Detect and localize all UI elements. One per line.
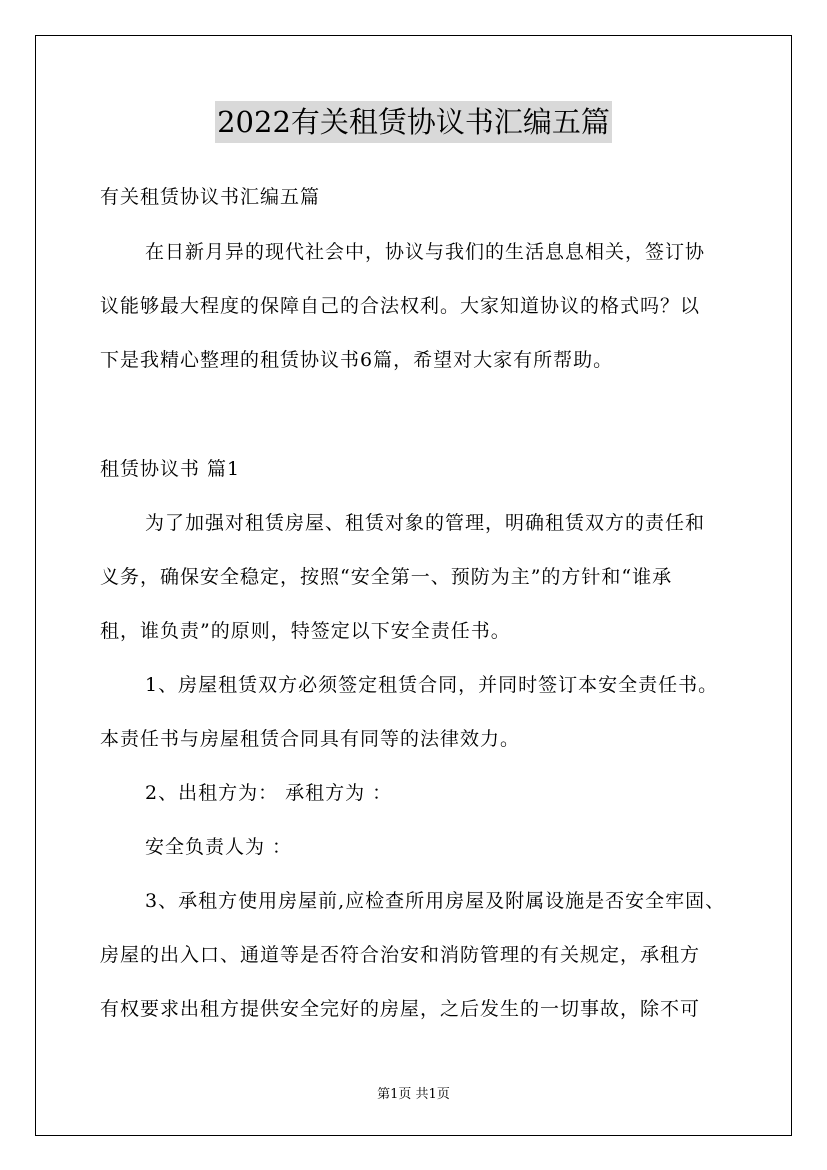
paragraph-line: 1、房屋租赁双方必须签定租赁合同，并同时签订本安全责任书。 — [145, 674, 719, 696]
document-title: 2022有关租赁协议书汇编五篇 — [215, 101, 612, 143]
paragraph-line: 议能够最大程度的保障自己的合法权利。大家知道协议的格式吗？以 — [100, 295, 701, 317]
title-container — [0, 101, 827, 143]
paragraph-line: 为了加强对租赁房屋、租赁对象的管理，明确租赁双方的责任和 — [145, 512, 706, 534]
paragraph-line: 在日新月异的现代社会中，协议与我们的生活息息相关，签订协 — [145, 241, 706, 263]
paragraph-line: 有权要求出租方提供安全完好的房屋，之后发生的一切事故，除不可 — [100, 998, 701, 1020]
paragraph-line: 下是我精心整理的租赁协议书6篇，希望对大家有所帮助。 — [100, 349, 614, 371]
paragraph-line: 义务，确保安全稳定，按照“安全第一、预防为主”的方针和“谁承 — [100, 566, 673, 588]
paragraph-line: 安全负责人为 ： — [145, 836, 293, 858]
paragraph-line: 房屋的出入口、通道等是否符合治安和消防管理的有关规定，承租方 — [100, 944, 701, 966]
paragraph-line: 租，谁负责”的原则，特签定以下安全责任书。 — [100, 620, 511, 642]
page-footer: 第1页 共1页 — [377, 1087, 450, 1102]
subtitle-line: 有关租赁协议书汇编五篇 — [100, 186, 321, 208]
section-heading: 租赁协议书 篇1 — [100, 458, 241, 480]
paragraph-line: 本责任书与房屋租赁合同具有同等的法律效力。 — [100, 728, 521, 750]
paragraph-line: 3、承租方使用房屋前,应检查所用房屋及附属设施是否安全牢固、 — [145, 890, 726, 912]
paragraph-line: 2、出租方为： 承租方为 ： — [145, 782, 393, 804]
